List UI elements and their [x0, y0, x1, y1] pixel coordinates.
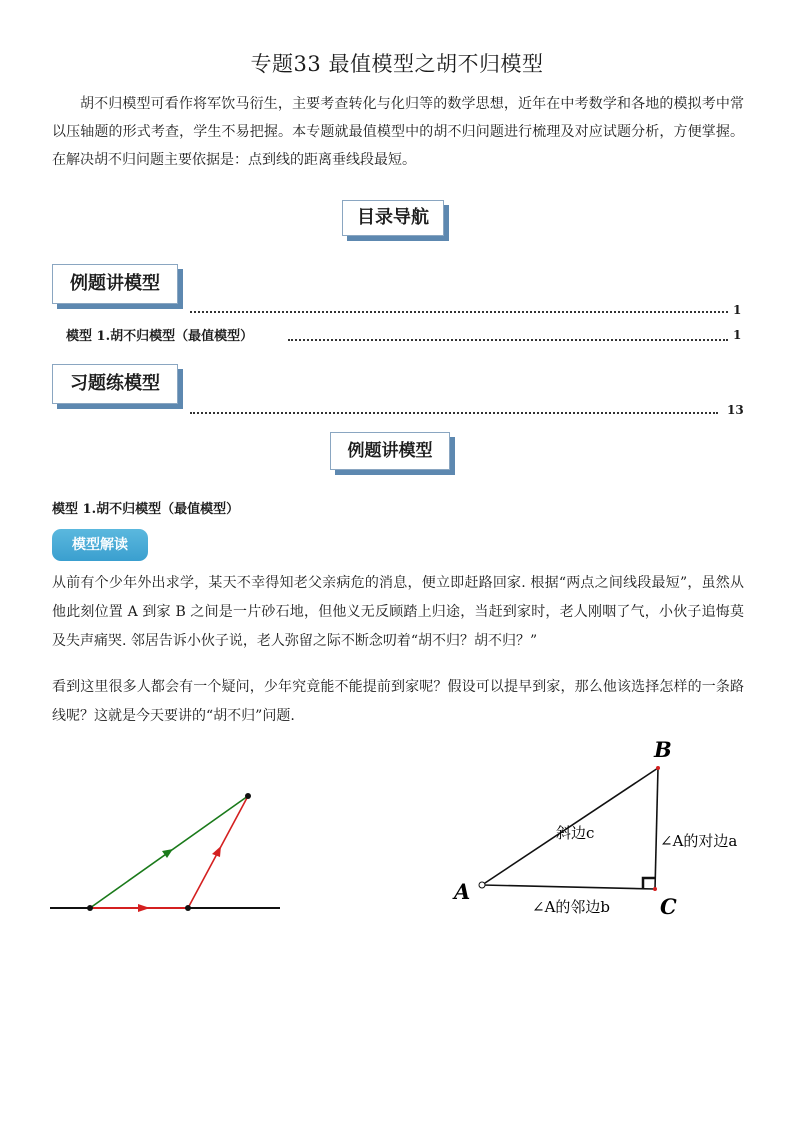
- toc-leader-dots: [190, 412, 718, 414]
- red-road-arrowhead: [138, 904, 150, 912]
- turn-point: [185, 905, 191, 911]
- model-interpretation-tag: 模型解读: [52, 529, 148, 561]
- label-a: A: [454, 879, 471, 904]
- section-badge-text: 例题讲模型: [347, 441, 433, 461]
- toc-heading-text: 目录导航: [357, 207, 429, 228]
- toc-badge-examples[interactable]: [52, 264, 178, 304]
- vertex-b: [656, 766, 660, 770]
- right-angle-mark: [643, 878, 655, 889]
- section-badge-examples: [330, 432, 450, 470]
- toc-badge-exercises-text: 习题练模型: [70, 373, 160, 394]
- toc-page-number: 1: [733, 303, 742, 317]
- toc-page-number: 1: [733, 328, 742, 342]
- label-c: C: [660, 894, 677, 919]
- toc-badge-exercises[interactable]: [52, 364, 178, 404]
- intro-paragraph: 胡不归模型可看作将军饮马衍生，主要考查转化与化归等的数学思想，近年在中考数学和各地的模拟考中常以压轴题的形式考查，学生不易把握。本专题就最值模型中的胡不归问题进行梳理及对应试题分析，方便掌握。在解决胡不归问题主要依据是：点到线的距离垂线段最短。: [52, 96, 744, 168]
- right-triangle-diagram: [448, 732, 748, 922]
- toc-leader-dots: [288, 339, 728, 341]
- adjacent-line: [482, 885, 655, 889]
- story-paragraph: 从前有个少年外出求学，某天不幸得知老父亲病危的消息，便立即赶路回家. 根据“两点之间线段最短”，虽然从他此刻位置 A 到家 B 之间是一片砂石地，但他义无反顾踏上归途，当赶到家时，老人刚咽了气，小伙子追悔莫及失声痛哭. 邻居告诉小伙子说，老人弥留之际不断念叨着“胡不归？胡不归？”: [52, 575, 744, 649]
- label-opposite: ∠A的对边a: [660, 832, 738, 850]
- toc-badge-examples-text: 例题讲模型: [70, 273, 160, 294]
- vertex-a: [479, 882, 485, 888]
- vertex-c: [653, 887, 657, 891]
- model-heading: 模型 1.胡不归模型（最值模型）: [52, 502, 240, 517]
- home-point: [245, 793, 251, 799]
- toc-heading-badge: [342, 200, 444, 236]
- start-point: [87, 905, 93, 911]
- toc-page-number: 13: [727, 403, 744, 417]
- question-paragraph: 看到这里很多人都会有一个疑问，少年究竟能不能提前到家呢？假设可以提早到家，那么他该选择怎样的一条路线呢？这就是今天要讲的“胡不归”问题.: [52, 679, 744, 724]
- label-b: B: [654, 737, 672, 762]
- opposite-line: [655, 768, 658, 889]
- toc-leader-dots: [190, 311, 728, 313]
- label-adjacent: ∠A的邻边b: [532, 898, 611, 916]
- label-hypotenuse: 斜边c: [556, 824, 595, 842]
- page-title: 专题33 最值模型之胡不归模型: [250, 52, 544, 76]
- red-off-road-arrowhead: [212, 846, 221, 857]
- route-diagram: [40, 780, 300, 930]
- toc-entry-model-1[interactable]: 模型 1.胡不归模型（最值模型）: [66, 329, 254, 344]
